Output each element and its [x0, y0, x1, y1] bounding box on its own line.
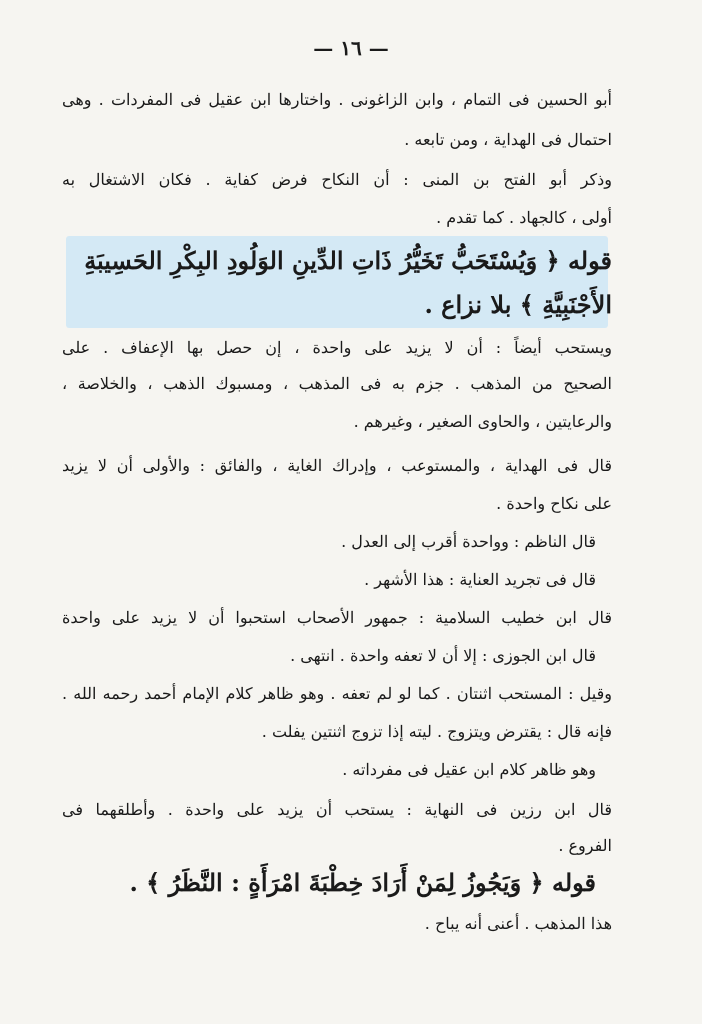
text-line: وهو ظاهر كلام ابن عقيل فى مفرداته .: [342, 760, 596, 779]
text-line: قال فى الهداية ، والمستوعب ، وإدراك الغاية ، والفائق : والأولى أن لا يزيد: [62, 456, 612, 475]
text-line: وذكر أبو الفتح بن المنى : أن النكاح فرض كفاية . فكان الاشتغال به: [62, 170, 612, 189]
text-line: الصحيح من المذهب . جزم به فى المذهب ، ومسبوك الذهب ، والخلاصة ،: [62, 374, 612, 393]
text-line: الفروع .: [558, 836, 612, 855]
text-line: أبو الحسين فى التمام ، وابن الزاغونى . واختارها ابن عقيل فى المفردات . وهى: [62, 90, 612, 109]
text-line: قال فى تجريد العناية : هذا الأشهر .: [364, 570, 596, 589]
text-line: قال ابن خطيب السلامية : جمهور الأصحاب استحبوا أن لا يزيد على واحدة: [62, 608, 612, 627]
quoted-text-line: قوله ﴿ وَيَجُوزُ لِمَنْ أَرَادَ خِطْبَةَ امْرَأَةٍ : النَّظَرُ ﴾ .: [129, 868, 596, 897]
text-line: والرعايتين ، والحاوى الصغير ، وغيرهم .: [353, 412, 612, 431]
text-line: ويستحب أيضاً : أن لا يزيد على واحدة ، إن حصل بها الإعفاف . على: [62, 338, 613, 357]
text-line: وقيل : المستحب اثنتان . كما لو لم تعفه . وهو ظاهر كلام الإمام أحمد رحمه الله .: [62, 684, 612, 703]
page-number: — ١٦ —: [313, 36, 389, 60]
quoted-text-line: قوله ﴿ وَيُسْتَحَبُّ تَخَيُّرُ ذَاتِ الدِّينِ الوَلُودِ البِكْرِ الحَسِيبَةِ: [84, 246, 612, 275]
text-line: احتمال فى الهداية ، ومن تابعه .: [404, 130, 612, 149]
text-line: على نكاح واحدة .: [496, 494, 612, 513]
text-line: فإنه قال : يقترض ويتزوج . ليته إذا تزوج اثنتين يفلت .: [261, 722, 612, 741]
text-line: هذا المذهب . أعنى أنه يباح .: [424, 914, 612, 933]
text-line: قال الناظم : وواحدة أقرب إلى العدل .: [341, 532, 596, 551]
text-line: قال ابن الجوزى : إلا أن لا تعفه واحدة . انتهى .: [290, 646, 596, 665]
text-line: قال ابن رزين فى النهاية : يستحب أن يزيد على واحدة . وأطلقهما فى: [62, 800, 612, 819]
text-line: أولى ، كالجهاد . كما تقدم .: [436, 208, 612, 227]
quoted-text-line: الأَجْنَبِيَّةِ ﴾ بلا نزاع .: [424, 290, 612, 319]
